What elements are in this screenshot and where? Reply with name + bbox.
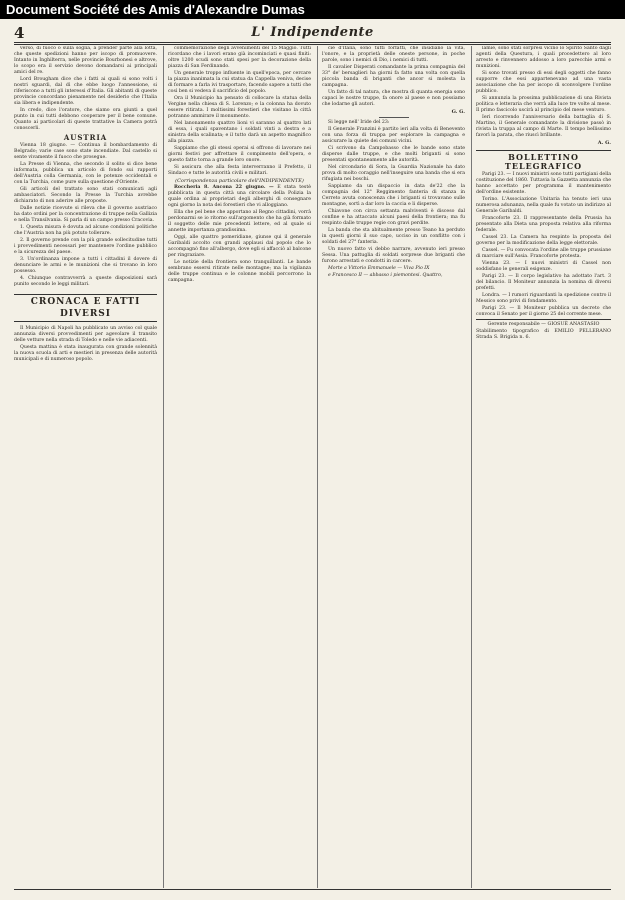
paragraph: Si sono trovati presso di essi degli oggetti che fanno supporre che essi appartenevano ad una vasta associazione che ha per iscopo di sconvolgere l'ordine pubblico. xyxy=(476,71,611,94)
column-4 xyxy=(476,46,611,888)
paragraph: Oggi, alle quattro pomeridiane, giunse qui il generale Garibaldi accolto con grandi applausi dal popolo che lo accompagnò fino all'albergo, dove egli si affacciò al balcone per ringraziare. xyxy=(168,235,311,258)
paragraph: Un nuovo fatto vi debbo narrare, avvenuto ieri presso Sessa. Una pattuglia di soldati sorprese due briganti che furono arrestati e condotti in carcere. xyxy=(322,247,465,264)
paragraph: cie d'Italia, sono tutti forfatti, che insidiano la vita, l'onore, e la proprietà delle oneste persone, in poche parole, sono i nemici di Dio, i nemici di tutti. xyxy=(322,46,465,63)
quoted-line: Morte a Vittorio Emmanuele — Viva Pio IX xyxy=(328,266,430,271)
header-rule xyxy=(14,42,611,43)
telegram: Londra. — I rumori riguardanti la spedizione contro il Messico sono privi di fondamento. xyxy=(476,293,611,304)
telegram: Cassel 23. La Camera ha respinto la proposta del governo per la modificazione della legge elettorale. xyxy=(476,235,611,246)
paragraph-text: E stata testè pubblicata in questa città una circolare della Polizia la quale ordina ai proprietari degli alberghi di consegnare ogni giorno la nota dei forestieri che vi alloggiano. xyxy=(168,185,311,208)
telegram: Vienna 23. — I nuovi ministri di Cassel non soddisfano le generali esigenze. xyxy=(476,261,611,272)
paragraph: Il Municipio di Napoli ha pubblicato un avviso col quale annunzia diversi provvedimenti per agevolare il transito delle vetture nella strada di Toledo e nelle vie adiacenti. xyxy=(14,326,157,343)
paragraph: Ora il Municipio ha pensato di collocare la statua della Vergine nella chiesa di S. Lorenzo; e la colonna ha dovuto essere ritirata. I moltissimi forestieri che visitano la città potranno ammirare il monumento. xyxy=(168,96,311,119)
correspondence-note: (Corrispondenza particolare dell'INDIPENDENTE) xyxy=(175,178,304,184)
telegram: Cassel. — Fu convocata l'ordine alle truppe prussiane di marciare sull'Assia. Francoforte protesta. xyxy=(476,248,611,259)
telegram: Parigi 23. — Il Moniteur pubblica un decreto che convoca il Senato per il giorno 25 del corrente mese. xyxy=(476,306,611,317)
col1-intro xyxy=(14,46,157,132)
signature: A. G. xyxy=(597,140,611,146)
paragraph: Ieri ricorrendo l'anniversario della battaglia di S. Martino, il Generale comandante la divisione passò in rivista la truppa al campo di Marte. Il tempo bellissimo favorì la parata, che riuscì brillante. xyxy=(476,115,611,138)
telegram: Parigi 23. — Il corpo legislativo ha adottato l'art. 3 del bilancio. Il Moniteur annunzia la nomina di diversi prefetti. xyxy=(476,274,611,291)
paragraph: Sappiamo che gli stessi operai si offrono di lavorare nei giorni festivi per affrettare il compimento dell'opera, e questo fatto torna a grande loro onore. xyxy=(168,146,311,163)
paragraph: Un generale troppo influente in quell'epoca, per cercare la piazza inanimata la cui statua da Cappella veniva, decise di formare a farla ivi trasportare, facendo sapere a tutti che così ben si vedeva il sacrificio del popolo. xyxy=(168,71,311,94)
paragraph: Un fatto di tal natura, che mostra di quanta energia sono capaci le nostre truppe, fa onore al paese e non possiamo che lodarne gli autori. xyxy=(322,90,465,107)
column-2 xyxy=(168,46,311,888)
column-3 xyxy=(322,46,465,888)
paragraph: Questa mattina è stata inaugurata con grande solennità la nuova scuola di arti e mestieri in presenza delle autorità municipali e di numeroso popolo. xyxy=(14,345,157,362)
paragraph: Dalle notizie ricevute si rileva che il governo austriaco ha dato ordini per la concentrazione di truppe nella Gallizia e nella Transilvania. Si parla di un campo presso Cracovia. xyxy=(14,206,157,223)
paragraph: La banda che sta abitualmente presso Teano ha perduto in questi giorni il suo capo, ucciso in un conflitto con i soldati del 27° fanteria. xyxy=(322,228,465,245)
paragraph: Il Generale Franzini è partito ieri alla volta di Benevento con una forza di truppa per esplorare la campagna e assicurare la quiete dei comuni vicini. xyxy=(322,127,465,144)
paragraph: Nel circondario di Sora, la Guardia Nazionale ha dato prova di molto coraggio nell'inseguire una banda che si era rifugiata nei boschi. xyxy=(322,165,465,182)
column-separator xyxy=(471,46,472,888)
section-title-bulletin: BOLLETTINO TELEGRAFICO xyxy=(476,150,611,171)
column-separator xyxy=(163,46,164,888)
newspaper-title: L' Indipendente xyxy=(251,25,374,40)
paragraph: Ella che pel bene che apportano al Regno cittadini, vorrà perdonarmi se io ritorno sull'argomento che ha già formato il soggetto delle mie precedenti lettere, ed al quale si annette importanza grandissima. xyxy=(168,210,311,233)
article-columns xyxy=(14,46,611,888)
header-rule-2 xyxy=(14,44,611,45)
numbered-note: 3. Un'ordinanza impone a tutti i cittadini il dovere di denunciare le armi e le munizioni che si trovano in loro possesso. xyxy=(14,257,157,274)
paragraph: verso, di fuoco o sulla soglia, a prender parte alla lotta, che queste spedizioni hanno per iscopo di promuovere. Intanto in Inghilterra, nelle provincie Bourbonesi e altrove, lo scopo era il servizio devono domandarsi ai principali amici del re. xyxy=(14,46,157,75)
column-1 xyxy=(14,46,157,888)
paragraph: Gli articoli del trattato sono stati comunicati agli ambasciatori. Secondo la Presse la Turchia avrebbe dichiarato di non aderire alle proposte. xyxy=(14,187,157,204)
paragraph: Nel lanonamento quattro lioni vi saranno al quattro lati di essa, i quali spaventano i soldati vinti a destra e a sinistra della scalinata; e il tutto darà un aspetto magnifico alla piazza. xyxy=(168,121,311,144)
gerente-line: Gerente responsabile — GIOSUÈ ANASTASIO xyxy=(476,319,611,328)
page-number: 4 xyxy=(14,24,25,42)
paragraph: Le notizie della frontiera sono tranquillanti. Le bande sembrano essersi ritirate nelle montagne; ma la vigilanza delle truppe continua e le colonne mobili percorrono la campagna. xyxy=(168,260,311,283)
paragraph: Si legge nell' Iride del 23: xyxy=(328,120,390,125)
numbered-note: 1. Questa misura è dovuta ad alcune condizioni politiche che l'Austria non ha più potuto tollerare. xyxy=(14,225,157,236)
paragraph: Vienna 18 giugno. — Continua il bombardamento di Belgrado; varie case sono state incendiate. Dal castello si sente vivamente il fuoco che prosegue. xyxy=(14,143,157,160)
paragraph: In credo, dice l'oratore, che siamo ora giunti a quel punto in cui tutti debbono cooperare per il bene comune. Quanto ai particolari di queste trattative la Camera potrà conoscerli. xyxy=(14,108,157,131)
telegram: Francoforte 23. Il rappresentante della Prussia ha presentato alla Dieta una proposta relativa alla riforma federale. xyxy=(476,216,611,233)
page-header xyxy=(14,22,611,42)
numbered-note: 2. Il governo prende con la più grande sollecitudine tutti i provvedimenti necessari per mantenere l'ordine pubblico e la sicurezza del paese. xyxy=(14,238,157,255)
section-title-austria: AUSTRIA xyxy=(63,133,108,142)
divider xyxy=(379,117,409,118)
paragraph: Ci scrivono da Campobasso che le bande sono state disperse dalle truppe, e che molti briganti si sono presentati spontaneamente alle autorità. xyxy=(322,146,465,163)
paragraph: La Presse di Vienna, che secondo il solito si dice bene informata, pubblica un articolo di fondo sui rapporti dell'Austria colla Germania, con le potenze occidentali e con la Turchia, come pure sulla questione d'Oriente. xyxy=(14,162,157,185)
paragraph: Chiavone con circa settanta malviventi è disceso dal confine e ha attaccato alcuni paesi della frontiera; ma fu respinto dalle truppe regie con gravi perdite. xyxy=(322,209,465,226)
paragraph: Lord Brougham dice che i fatti ai quali si sono volti i nostri sguardi, dal dì che ebbe luogo l'annessione, si riferiscono a tutti gli interessi d'Italia. Gli abitanti di queste provincie concordano pienamente nel desiderio che l'Italia sia libera e indipendente. xyxy=(14,77,157,106)
signature: G. G. xyxy=(451,109,465,115)
column-separator xyxy=(317,46,318,888)
printer-line: Stabilimento tipografico di EMILIO PELLERANO Strada S. Brigida n. 6. xyxy=(476,329,611,340)
quoted-line: e Francesco II — abbasso i piemontesi. Quattro, xyxy=(328,273,443,278)
archive-banner: Document Société des Amis d'Alexandre Dumas xyxy=(0,0,625,19)
numbered-note: 4. Chiunque contravverrà a queste disposizioni sarà punito secondo le leggi militari. xyxy=(14,276,157,287)
dateline: Roccheria 8. Ancona 22 giugno. — xyxy=(174,185,274,190)
paragraph: lamie, sono stati sorpresi vicino lo Spirito Santo dagli agenti della Questura, i quali procedettero al loro arresto e rinvennero addosso a loro parecchie armi e munizioni. xyxy=(476,46,611,69)
telegram: Torino. L'Associazione Unitaria ha tenuto ieri una numerosa adunanza, nella quale fu votato un indirizzo al Generale Garibaldi. xyxy=(476,197,611,214)
paragraph: Sappiamo da un dispaccio in data de'22 che la compagnia del 12° Reggimento fanteria di stanza in Cerreto avuta conoscenza che i briganti si trovavano sulle montagne, sortì a dar loro la caccia e li disperse. xyxy=(322,184,465,207)
paragraph: Si assicura che alla festa interverranno il Prefetto, il Sindaco e tutte le autorità civili e militari. xyxy=(168,165,311,176)
paragraph: Si annunzia la prossima pubblicazione di una Rivista politica e letteraria che verrà alla luce tre volte al mese. Il primo fascicolo uscirà al principio del mese venturo. xyxy=(476,96,611,113)
paragraph: commemorazione degli avvenimenti del 15 Maggio. Tutti ricordano che i lavori erano già incominciati e quasi finiti: oltre 1200 scudi sono stati spesi per la decorazione della piazza di San Ferdinando. xyxy=(168,46,311,69)
paragraph xyxy=(168,185,311,209)
telegram: Parigi 23. — I nuovi ministri sono tutti partigiani della costituzione del 1860. Tuttavia la Gazzetta annunzia che hanno accettato per programma il mantenimento dell'ordine esistente. xyxy=(476,172,611,195)
footer-rule xyxy=(14,889,611,890)
section-title-cronaca: CRONACA E FATTI DIVERSI xyxy=(14,294,157,322)
paragraph: Il cavalier Disperati comandante la prima compagnia del 33° de' bersaglieri ha giorni fa fatto una volta con quella piccola banda di briganti che ancor si molesta la campagna. xyxy=(322,65,465,88)
